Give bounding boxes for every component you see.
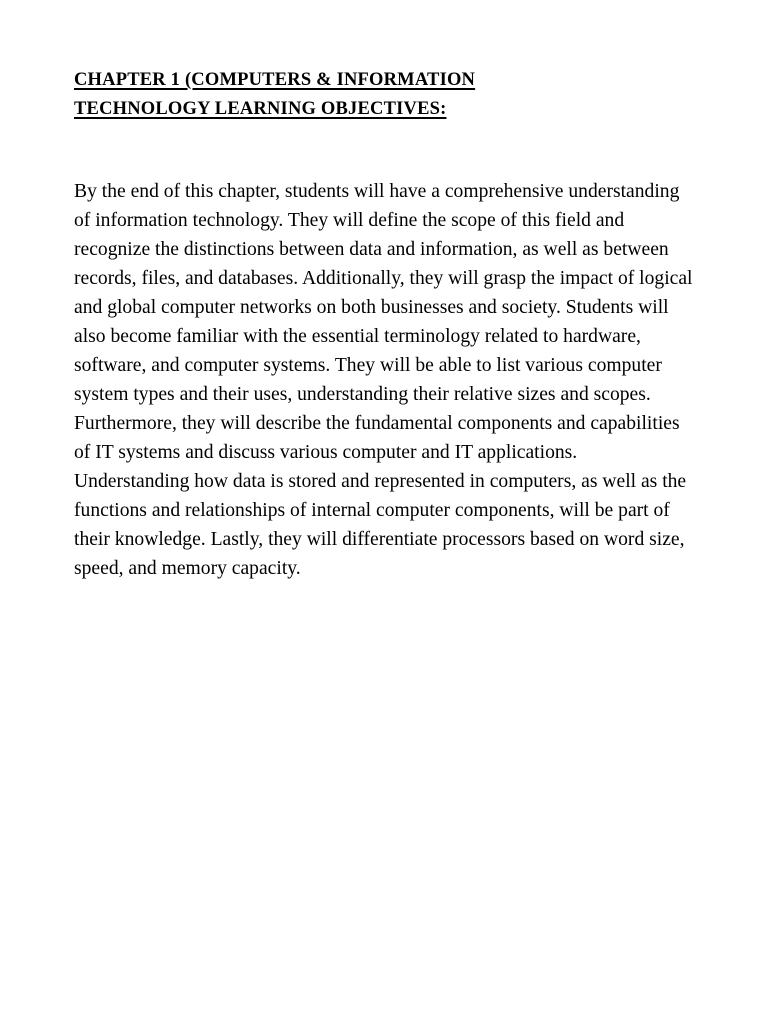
objectives-paragraph: By the end of this chapter, students will have a comprehensive understanding of information technology. They will define the scope of this field and recognize the distinctions between data and information, as well as between records, files, and databases. Additionally, they will grasp the impact of logical and global computer networks on both businesses and society. Students will also become familiar with the essential terminology related to hardware, software, and computer systems. They will be able to list various computer system types and their uses, understanding their relative sizes and scopes. Furthermore, they will describe the fundamental components and capabilities of IT systems and discuss various computer and IT applications. Understanding how data is stored and represented in computers, as well as the functions and relationships of internal computer components, will be part of their knowledge. Lastly, they will differentiate processors based on word size, speed, and memory capacity.	[74, 181, 693, 579]
heading-line-1: CHAPTER 1 (COMPUTERS & INFORMATION	[74, 70, 476, 90]
chapter-heading	[74, 66, 714, 124]
heading-line-2: TECHNOLOGY LEARNING OBJECTIVES:	[74, 99, 447, 119]
